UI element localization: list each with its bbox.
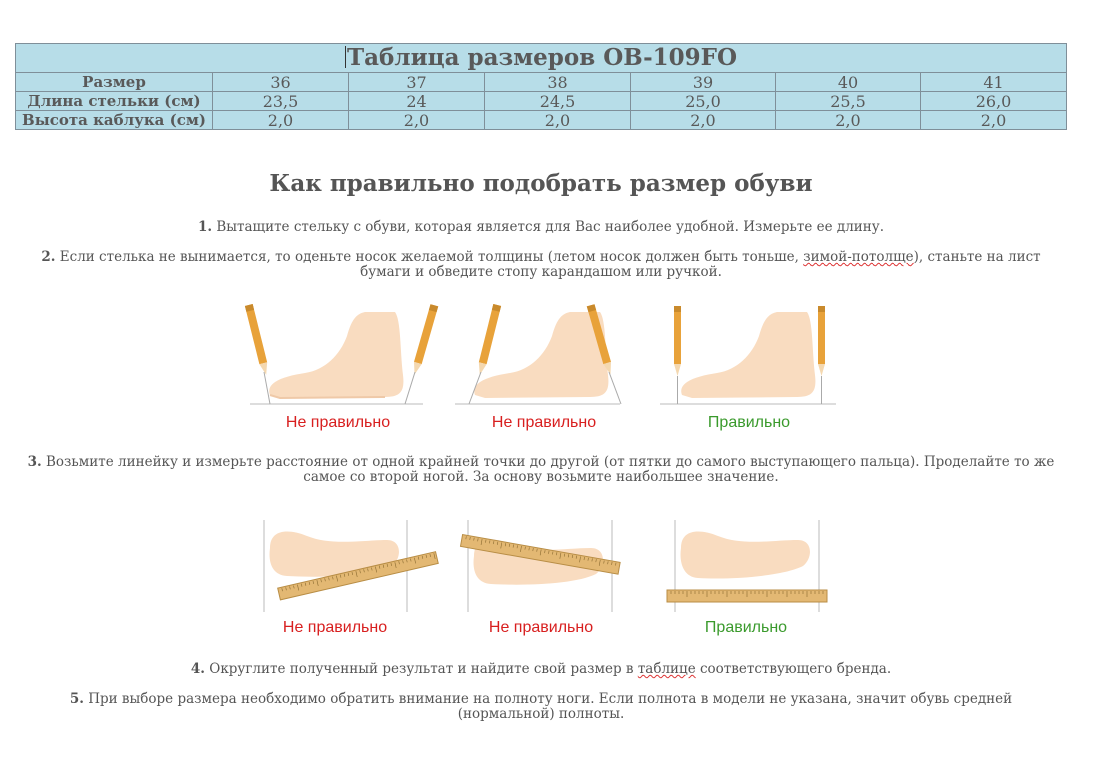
step-number: 1.	[197, 219, 213, 235]
ruler-figure-2	[458, 518, 628, 613]
step-number: 3.	[27, 454, 42, 470]
figure-label: Правильно	[707, 414, 791, 431]
table-cell: 25,5	[776, 92, 921, 111]
table-title-row	[16, 44, 1067, 73]
table-cell: 2,0	[921, 111, 1067, 130]
table-cell: 25,0	[631, 92, 776, 111]
pencil-figure-2	[455, 300, 635, 410]
step-number: 4.	[190, 661, 205, 677]
figure-label: Не правильно	[491, 414, 597, 431]
step-text: соответствующего бренда.	[695, 661, 892, 677]
table-cell: 37	[349, 73, 485, 92]
ruler-figure-3	[665, 518, 835, 613]
size-table	[15, 43, 1067, 130]
table-row	[16, 92, 1067, 111]
pencil-figure-3	[660, 300, 840, 410]
spellcheck-word: зимой-потолще	[803, 249, 914, 265]
guide-heading: Как правильно подобрать размер обуви	[269, 170, 813, 197]
step-3	[25, 455, 1057, 485]
step-number: 2.	[41, 249, 56, 265]
figure-label: Правильно	[704, 619, 788, 636]
step-2	[25, 250, 1057, 280]
table-cell: 39	[631, 73, 776, 92]
row-label: Размер	[16, 73, 213, 92]
step-text: ), станьте на лист бумаги и обведите стопу карандашом или ручкой.	[360, 249, 1041, 280]
table-cell: 2,0	[213, 111, 349, 130]
step-text: Округлите полученный результат и найдите свой размер в	[204, 661, 638, 677]
table-cell: 38	[485, 73, 631, 92]
table-cell: 40	[776, 73, 921, 92]
figure-label: Не правильно	[488, 619, 594, 636]
spellcheck-word: таблице	[637, 661, 696, 677]
ruler-figure-1	[262, 518, 442, 613]
figure-label: Не правильно	[282, 619, 388, 636]
table-row	[16, 73, 1067, 92]
step-4	[100, 662, 982, 677]
step-number: 5.	[69, 691, 84, 707]
table-cell: 24	[349, 92, 485, 111]
table-cell: 24,5	[485, 92, 631, 111]
table-cell: 23,5	[213, 92, 349, 111]
table-cell: 36	[213, 73, 349, 92]
table-title: Таблица размеров OB-109FO	[16, 44, 1067, 73]
step-text: При выборе размера необходимо обратить внимание на полноту ноги. Если полнота в модели не указана, значит обувь средней (нормальной) полноты.	[83, 691, 1013, 722]
table-cell: 41	[921, 73, 1067, 92]
step-text: Если стелька не вынимается, то оденьте носок желаемой толщины (летом носок должен быть тоньше,	[55, 249, 804, 265]
table-cell: 26,0	[921, 92, 1067, 111]
row-label: Высота каблука (см)	[16, 111, 213, 130]
table-cell: 2,0	[776, 111, 921, 130]
step-1	[100, 220, 982, 235]
step-5	[45, 692, 1037, 722]
table-cell: 2,0	[631, 111, 776, 130]
figure-label: Не правильно	[285, 414, 391, 431]
row-label: Длина стельки (см)	[16, 92, 213, 111]
table-cell: 2,0	[349, 111, 485, 130]
step-text: Возьмите линейку и измерьте расстояние от одной крайней точки до другой (от пятки до самого выступающего пальца). Проделайте то же самое со второй ногой. За основу возьмите наибольшее значение.	[41, 454, 1055, 485]
table-cell: 2,0	[485, 111, 631, 130]
pencil-figure-1	[235, 300, 435, 410]
step-text: Вытащите стельку с обуви, которая является для Вас наиболее удобной. Измерьте ее длину.	[212, 219, 885, 235]
table-row	[16, 111, 1067, 130]
